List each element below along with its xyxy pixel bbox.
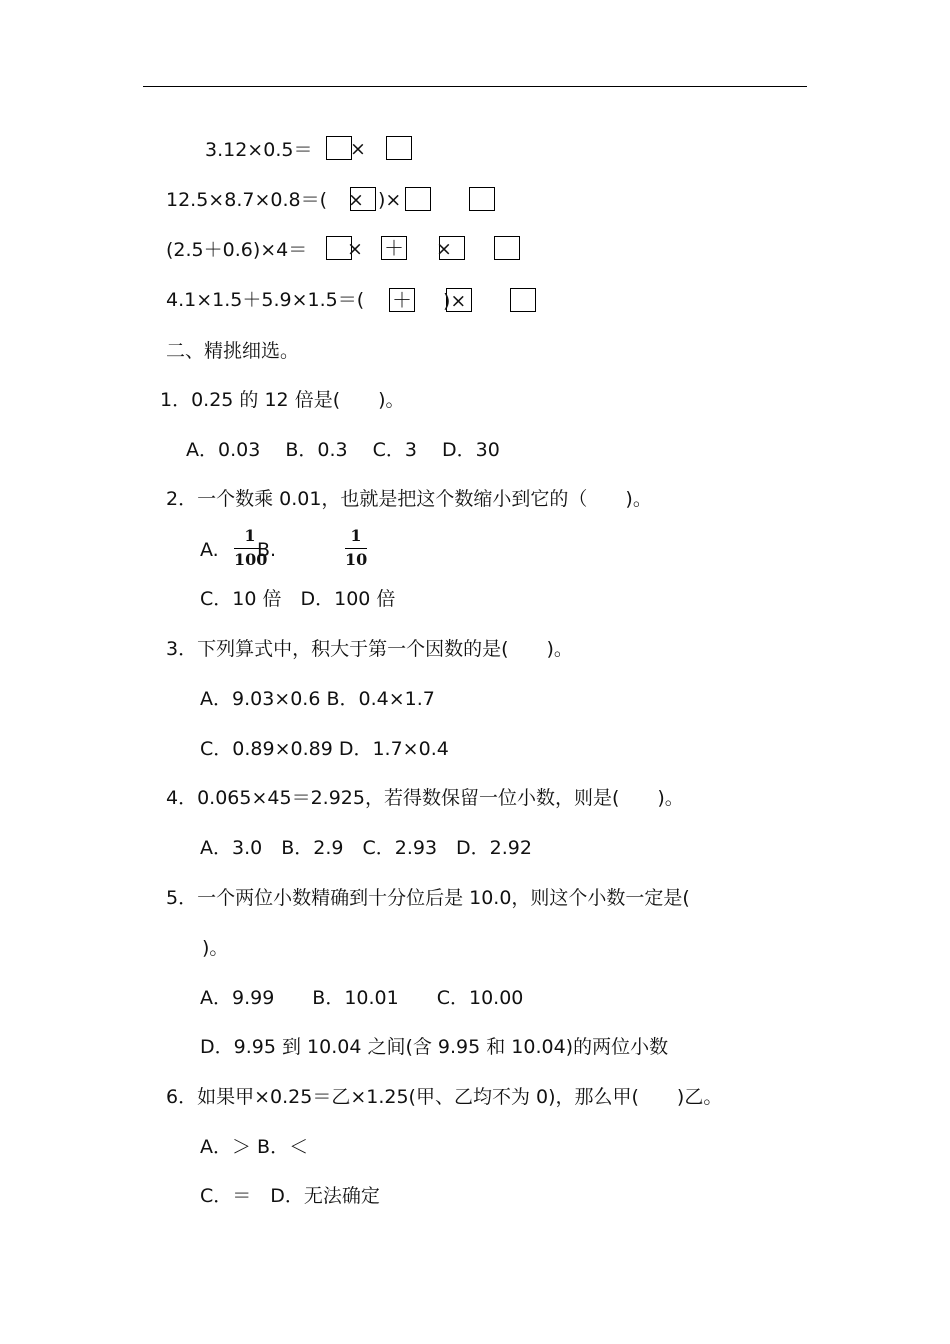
question-1: 1．0.25 的 12 倍是( )。 xyxy=(160,389,405,411)
fill-expr-2: 12.5×8.7×0.8＝( xyxy=(166,189,327,211)
question-5-options-abc: A．9.99 B．10.01 C．10.00 xyxy=(200,987,524,1009)
question-2: 2．一个数乘 0.01，也就是把这个数缩小到它的（ )。 xyxy=(166,488,652,510)
question-6-options-cd: C．＝ D．无法确定 xyxy=(200,1185,380,1207)
question-1-options: A．0.03 B．0.3 C．3 D．30 xyxy=(186,439,500,461)
answer-box[interactable] xyxy=(326,136,352,160)
times-sign: × xyxy=(347,238,363,260)
times-sign: × xyxy=(436,238,452,260)
answer-box[interactable] xyxy=(386,136,412,160)
question-4-options: A．3.0 B．2.9 C．2.93 D．2.92 xyxy=(200,837,532,859)
answer-box[interactable] xyxy=(494,236,520,260)
answer-box[interactable] xyxy=(405,187,431,211)
question-4: 4．0.065×45＝2.925，若得数保留一位小数，则是( )。 xyxy=(166,787,684,809)
fill-expr-3: (2.5＋0.6)×4＝ xyxy=(166,239,308,261)
question-3: 3．下列算式中，积大于第一个因数的是( )。 xyxy=(166,638,573,660)
question-2-options-cd: C．10 倍 D．100 倍 xyxy=(200,588,396,610)
rparen-times: )× xyxy=(443,290,467,312)
times-sign: × xyxy=(350,138,366,160)
question-5-continued: )。 xyxy=(202,937,229,959)
times-sign: × xyxy=(348,189,364,211)
question-3-options-cd: C．0.89×0.89 D．1.7×0.4 xyxy=(200,738,449,760)
fill-expr-4: 4.1×1.5＋5.9×1.5＝( xyxy=(166,289,365,311)
question-5: 5．一个两位小数精确到十分位后是 10.0，则这个小数一定是( xyxy=(166,887,690,909)
option-a-label: A. xyxy=(200,539,219,561)
fill-expr-1: 3.12×0.5＝ xyxy=(205,139,313,161)
question-6: 6．如果甲×0.25＝乙×1.25(甲、乙均不为 0)，那么甲( )乙。 xyxy=(166,1086,723,1108)
answer-box[interactable] xyxy=(469,187,495,211)
plus-sign: ＋ xyxy=(384,236,404,260)
question-3-options-ab: A．9.03×0.6 B．0.4×1.7 xyxy=(200,688,435,710)
option-b-label: B. xyxy=(257,539,277,561)
question-5-option-d: D．9.95 到 10.04 之间(含 9.95 和 10.04)的两位小数 xyxy=(200,1036,669,1058)
plus-sign: ＋ xyxy=(392,288,412,312)
question-6-options-ab: A．＞ B．＜ xyxy=(200,1136,309,1158)
answer-box[interactable] xyxy=(510,288,536,312)
fraction-one-hundredth: 1 100 xyxy=(234,526,268,569)
section-title: 二、精挑细选。 xyxy=(166,340,300,362)
fraction-one-tenth: 1 10 xyxy=(345,526,368,569)
header-rule xyxy=(143,86,807,87)
rparen-times: )× xyxy=(378,189,402,211)
